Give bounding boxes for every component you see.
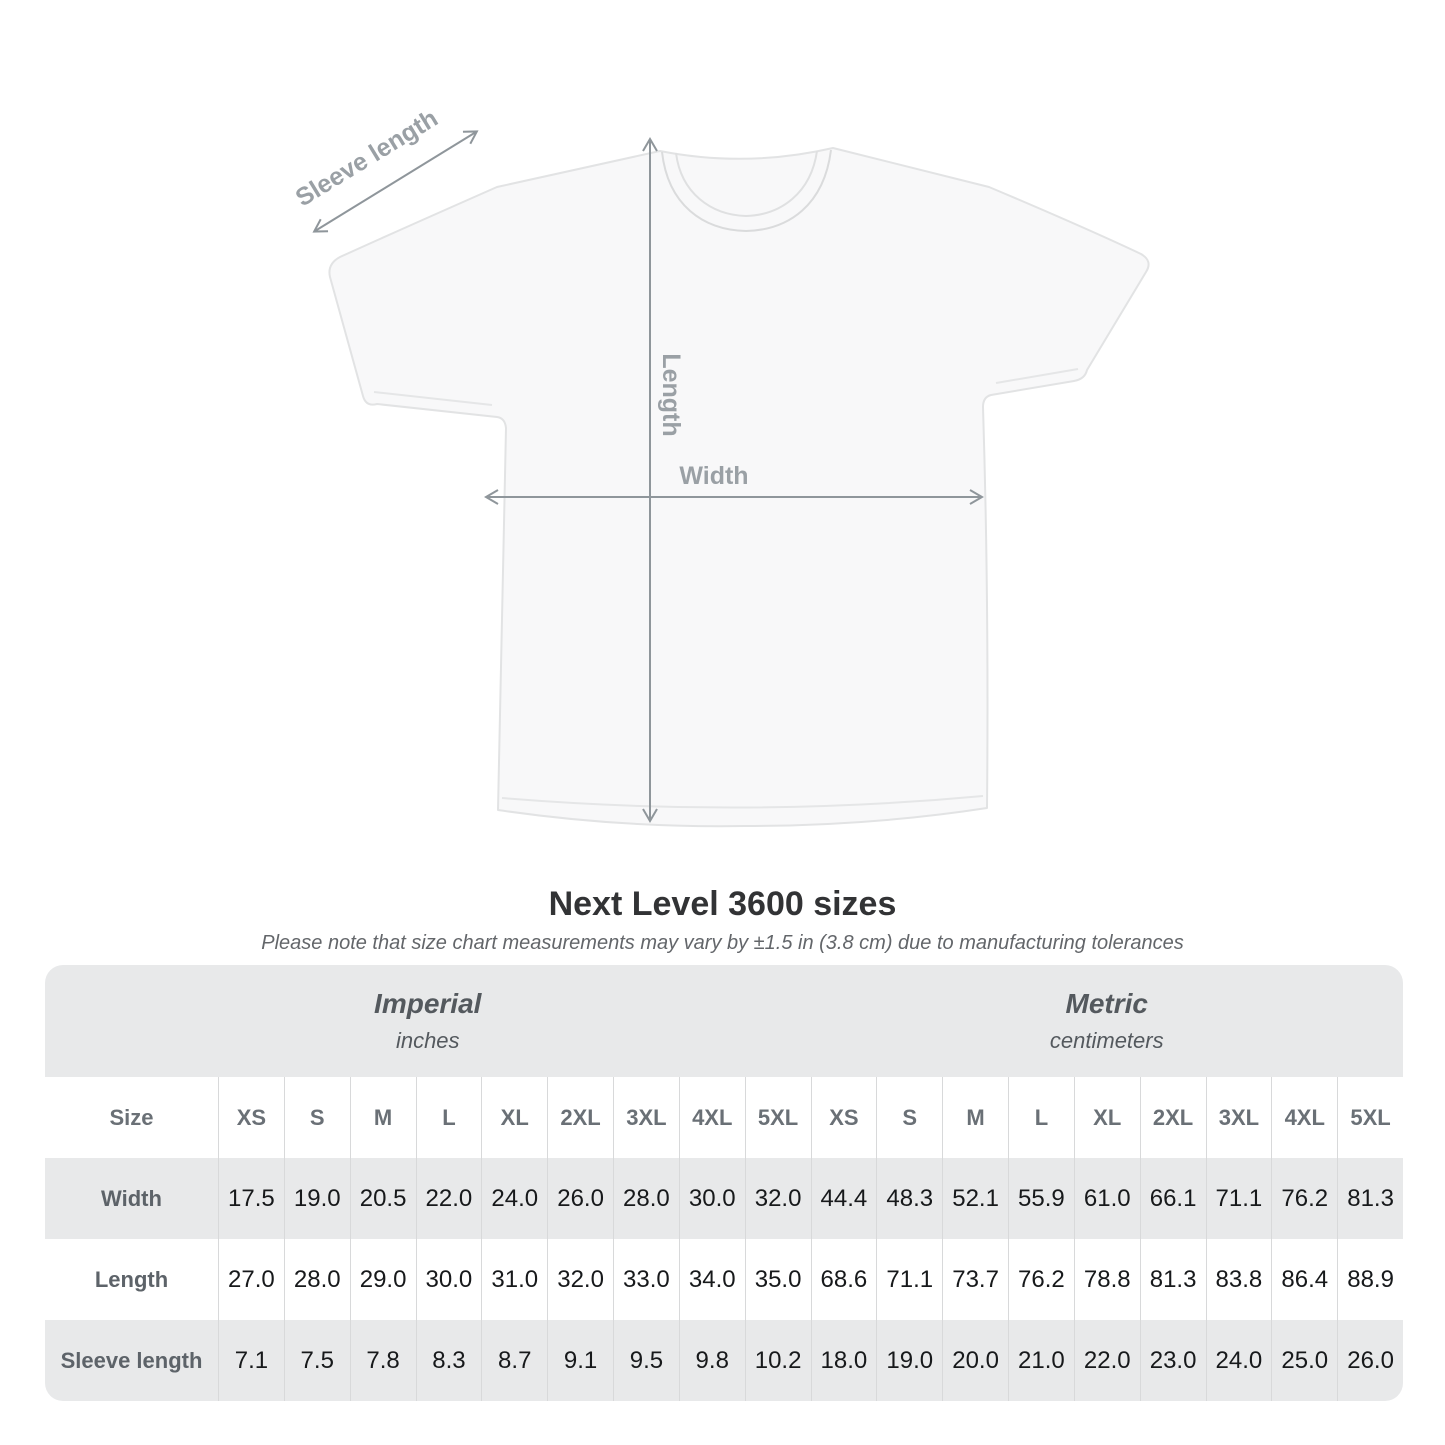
size-header: M bbox=[942, 1077, 1008, 1158]
table-cell: 9.5 bbox=[613, 1320, 679, 1401]
size-header: S bbox=[876, 1077, 942, 1158]
table-cell: 68.6 bbox=[811, 1239, 877, 1320]
table-cell: 32.0 bbox=[745, 1158, 811, 1239]
length-label: Length bbox=[657, 353, 685, 437]
row-label: Length bbox=[45, 1239, 218, 1320]
table-cell: 73.7 bbox=[942, 1239, 1008, 1320]
imperial-unit: inches bbox=[395, 1028, 460, 1053]
size-column-header: Size bbox=[45, 1077, 218, 1158]
table-cell: 10.2 bbox=[745, 1320, 811, 1401]
table-cell: 25.0 bbox=[1271, 1320, 1337, 1401]
width-label: Width bbox=[679, 462, 749, 490]
size-header: S bbox=[284, 1077, 350, 1158]
table-cell: 23.0 bbox=[1140, 1320, 1206, 1401]
table-cell: 22.0 bbox=[416, 1158, 482, 1239]
imperial-heading: Imperial bbox=[374, 988, 482, 1019]
table-cell: 19.0 bbox=[876, 1320, 942, 1401]
table-cell: 24.0 bbox=[481, 1158, 547, 1239]
table-cell: 9.8 bbox=[679, 1320, 745, 1401]
table-cell: 55.9 bbox=[1008, 1158, 1074, 1239]
imperial-header-group bbox=[45, 965, 811, 1077]
size-header: XL bbox=[481, 1077, 547, 1158]
table-cell: 30.0 bbox=[416, 1239, 482, 1320]
table-cell: 81.3 bbox=[1337, 1158, 1403, 1239]
tolerance-note: Please note that size chart measurements may vary by ±1.5 in (3.8 cm) due to manufacturing tolerances bbox=[261, 932, 1184, 954]
table-cell: 28.0 bbox=[284, 1239, 350, 1320]
table-cell: 71.1 bbox=[1206, 1158, 1272, 1239]
row-label: Width bbox=[101, 1185, 162, 1211]
table-cell: 20.0 bbox=[942, 1320, 1008, 1401]
table-cell: 28.0 bbox=[613, 1158, 679, 1239]
size-header: M bbox=[350, 1077, 416, 1158]
table-cell: 7.5 bbox=[284, 1320, 350, 1401]
table-cell: 17.5 bbox=[218, 1158, 284, 1239]
table-cell: 27.0 bbox=[218, 1239, 284, 1320]
table-cell: 20.5 bbox=[350, 1158, 416, 1239]
table-cell: 78.8 bbox=[1074, 1239, 1140, 1320]
table-cell: 33.0 bbox=[613, 1239, 679, 1320]
table-cell: 76.2 bbox=[1008, 1239, 1074, 1320]
size-header: 5XL bbox=[745, 1077, 811, 1158]
table-cell: 8.3 bbox=[416, 1320, 482, 1401]
size-header: 2XL bbox=[1140, 1077, 1206, 1158]
size-header: XL bbox=[1074, 1077, 1140, 1158]
table-cell: 76.2 bbox=[1271, 1158, 1337, 1239]
size-header: XS bbox=[218, 1077, 284, 1158]
table-cell: 26.0 bbox=[1337, 1320, 1403, 1401]
table-cell: 22.0 bbox=[1074, 1320, 1140, 1401]
metric-heading: Metric bbox=[1065, 988, 1148, 1019]
table-cell: 48.3 bbox=[876, 1158, 942, 1239]
size-header: L bbox=[1008, 1077, 1074, 1158]
table-cell: 44.4 bbox=[811, 1158, 877, 1239]
table-cell: 21.0 bbox=[1008, 1320, 1074, 1401]
table-cell: 29.0 bbox=[350, 1239, 416, 1320]
metric-unit: centimeters bbox=[1049, 1028, 1164, 1053]
table-cell: 66.1 bbox=[1140, 1158, 1206, 1239]
table-cell: 19.0 bbox=[284, 1158, 350, 1239]
table-cell: 61.0 bbox=[1074, 1158, 1140, 1239]
table-cell: 7.8 bbox=[350, 1320, 416, 1401]
size-header: 4XL bbox=[679, 1077, 745, 1158]
row-label: Sleeve length bbox=[60, 1347, 203, 1373]
table-cell: 24.0 bbox=[1206, 1320, 1272, 1401]
size-header: L bbox=[416, 1077, 482, 1158]
size-table bbox=[45, 965, 1403, 1401]
table-cell: 18.0 bbox=[811, 1320, 877, 1401]
size-header: 3XL bbox=[1206, 1077, 1272, 1158]
table-cell: 35.0 bbox=[745, 1239, 811, 1320]
table-cell: 32.0 bbox=[547, 1239, 613, 1320]
page-title: Next Level 3600 sizes bbox=[548, 885, 897, 923]
size-header: 3XL bbox=[613, 1077, 679, 1158]
table-cell: 34.0 bbox=[679, 1239, 745, 1320]
table-cell: 30.0 bbox=[679, 1158, 745, 1239]
table-cell: 52.1 bbox=[942, 1158, 1008, 1239]
table-cell: 7.1 bbox=[218, 1320, 284, 1401]
table-cell: 81.3 bbox=[1140, 1239, 1206, 1320]
size-header: 4XL bbox=[1271, 1077, 1337, 1158]
table-cell: 31.0 bbox=[481, 1239, 547, 1320]
table-cell: 71.1 bbox=[876, 1239, 942, 1320]
table-cell: 88.9 bbox=[1337, 1239, 1403, 1320]
metric-header-group bbox=[811, 965, 1404, 1077]
size-header: 2XL bbox=[547, 1077, 613, 1158]
table-cell: 26.0 bbox=[547, 1158, 613, 1239]
table-cell: 8.7 bbox=[481, 1320, 547, 1401]
table-cell: 9.1 bbox=[547, 1320, 613, 1401]
sleeve-length-label: Sleeve length bbox=[290, 104, 443, 213]
table-cell: 83.8 bbox=[1206, 1239, 1272, 1320]
size-header: 5XL bbox=[1337, 1077, 1403, 1158]
size-header: XS bbox=[811, 1077, 877, 1158]
table-cell: 86.4 bbox=[1271, 1239, 1337, 1320]
